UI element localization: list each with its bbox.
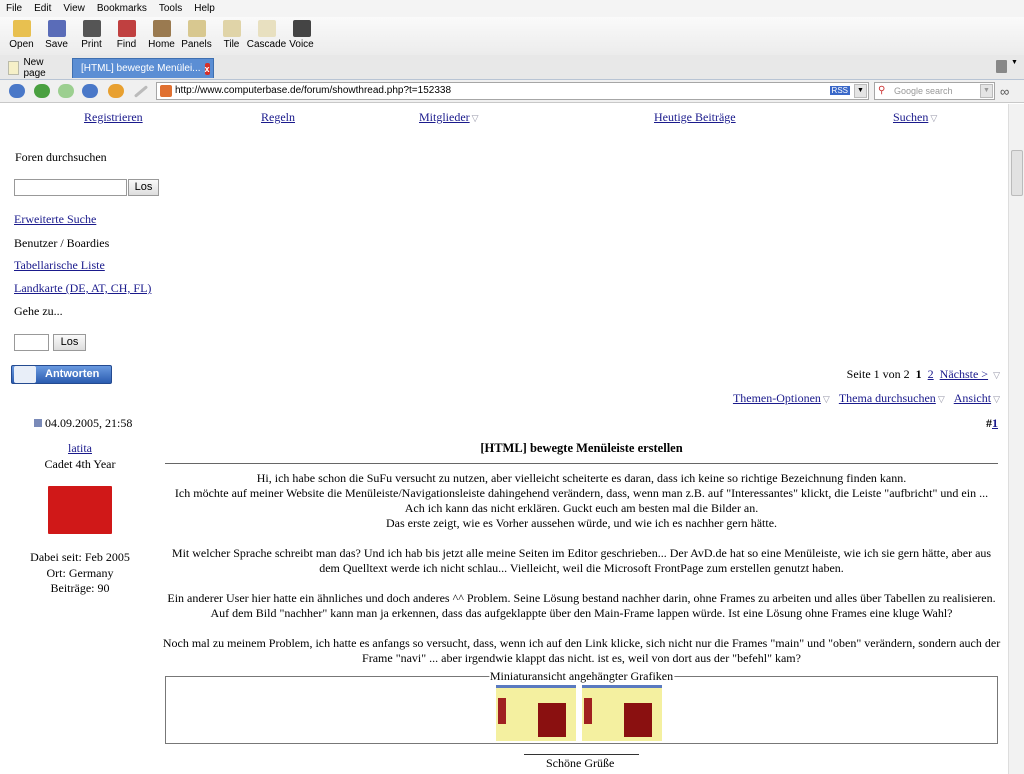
post-line: Auf dem Bild "nachher" kann man ja erkennen, dass das aufgeklappte über den Main-Frame lappen würde. Ist eine Lösung ohne Frames eine kluge Wahl?: [210, 606, 953, 620]
toolbar-voice-button[interactable]: [284, 17, 319, 55]
rewind-icon[interactable]: [9, 84, 25, 98]
post-date-text: 04.09.2005, 21:58: [45, 416, 133, 430]
goto-input[interactable]: [14, 334, 49, 351]
menu-file[interactable]: File: [6, 3, 23, 14]
next-page-link[interactable]: Nächste >: [939, 367, 989, 381]
menu-bookmarks[interactable]: Bookmarks: [96, 3, 147, 14]
nav-registrieren[interactable]: Registrieren: [84, 110, 143, 124]
thread-tools: [733, 391, 1000, 406]
url-input[interactable]: [156, 82, 869, 100]
glasses-icon[interactable]: ∞: [1000, 84, 1010, 99]
reply-button[interactable]: [11, 365, 112, 384]
panels-icon: [188, 20, 206, 37]
toolbar-open-button[interactable]: [4, 17, 39, 55]
forum-search-input[interactable]: [14, 179, 127, 196]
find-icon: [118, 20, 136, 37]
post-line: Ich möchte auf meiner Website die Menüleiste/Navigationsleiste dahingehend verändern, dass, wenn man z.B. auf "Interessantes" klickt, die Leiste "aufbricht" und ein ...: [174, 486, 989, 500]
nav-suchen[interactable]: Suchen: [893, 110, 929, 124]
edit-icon[interactable]: [134, 85, 148, 98]
forum-search-title: Foren durchsuchen: [15, 150, 107, 164]
tab-title: [HTML] bewegte Menülei...: [81, 63, 201, 74]
toolbar-label: Print: [81, 39, 102, 50]
reply-icon: [14, 366, 36, 383]
search-icon: ⚲: [878, 85, 886, 96]
post-line: Das erste zeigt, wie es Vorher aussehen würde, und wie ich es nachher gern hätte.: [385, 516, 778, 530]
user-location: Ort: Germany: [46, 565, 114, 580]
nav-regeln[interactable]: Regeln: [261, 110, 295, 124]
tab-bar: [0, 55, 1024, 80]
site-icon: [160, 85, 172, 97]
new-page-label: New page: [23, 57, 46, 79]
attachments-box: [165, 669, 998, 744]
page-label: Seite 1 von 2: [846, 367, 910, 381]
divider: [165, 463, 998, 464]
attachments-label: Miniaturansicht angehängter Grafiken: [489, 669, 674, 683]
search-input[interactable]: [874, 82, 995, 100]
toolbar-find-button[interactable]: [109, 17, 144, 55]
cascade-icon: [258, 20, 276, 37]
user-rank: Cadet 4th Year: [44, 456, 116, 471]
dropdown-arrow-icon[interactable]: ▽: [822, 394, 830, 404]
url-text: http://www.computerbase.de/forum/showthread.php?t=152338: [175, 85, 452, 96]
attachment-thumbnail-2[interactable]: [582, 685, 662, 741]
home-icon: [153, 20, 171, 37]
scrollbar-thumb[interactable]: [1011, 150, 1023, 196]
toolbar-label: Tile: [223, 39, 240, 50]
search-dropdown-icon[interactable]: ▼: [980, 84, 993, 98]
toolbar-label: Save: [45, 39, 68, 50]
post-body: [162, 471, 1001, 666]
toolbar-print-button[interactable]: [74, 17, 109, 55]
back-icon[interactable]: [34, 84, 50, 98]
main-toolbar: [0, 17, 1024, 55]
advanced-search-link[interactable]: Erweiterte Suche: [14, 212, 97, 226]
search-thread-link[interactable]: Thema durchsuchen: [838, 391, 936, 405]
dropdown-arrow-icon[interactable]: ▽: [937, 394, 945, 404]
user-joined: Dabei seit: Feb 2005: [30, 550, 130, 564]
post-line: Noch mal zu meinem Problem, ich hatte es anfangs so versucht, dass, wenn ich auf den Link klicke, sich nicht nur die Frames "main" und "oben" verändern, sondern auch der: [162, 636, 1001, 650]
user-info: [0, 441, 160, 597]
post-number-prefix: #: [986, 416, 992, 430]
toolbar-save-button[interactable]: [39, 17, 74, 55]
close-tab-icon[interactable]: x: [204, 63, 210, 74]
open-icon: [13, 20, 31, 37]
dropdown-arrow-icon[interactable]: ▽: [471, 113, 479, 123]
goto-button[interactable]: Los: [53, 334, 86, 351]
toolbar-label: Open: [9, 39, 34, 50]
menu-tools[interactable]: Tools: [158, 3, 183, 14]
post-line: Hi, ich habe schon die SuFu versucht zu nutzen, aber vielleicht scheiterte es daran, dass ich keine so richtige Bezeichnung finden kann.: [256, 471, 907, 485]
dropdown-arrow-icon[interactable]: ▽: [930, 113, 938, 123]
dropdown-arrow-icon[interactable]: ▽: [993, 394, 1000, 404]
menu-edit[interactable]: Edit: [34, 3, 52, 14]
post-title: [HTML] bewegte Menüleiste erstellen: [480, 441, 683, 455]
map-link[interactable]: Landkarte (DE, AT, CH, FL): [14, 281, 152, 295]
users-label: Benutzer / Boardies: [14, 236, 110, 250]
toolbar-tile-button[interactable]: [214, 17, 249, 55]
toolbar-label: Home: [148, 39, 175, 50]
toolbar-label: Panels: [181, 39, 212, 50]
dropdown-arrow-icon[interactable]: ▽: [993, 370, 1000, 380]
toolbar-panels-button[interactable]: [179, 17, 214, 55]
rss-badge[interactable]: RSS: [831, 86, 848, 95]
post-date: [34, 416, 132, 431]
post-icon: [34, 419, 42, 427]
post-number-link[interactable]: 1: [992, 416, 998, 430]
new-page-tab[interactable]: [4, 58, 70, 78]
page-2-link[interactable]: 2: [927, 367, 934, 381]
reload-icon[interactable]: [108, 84, 124, 98]
menu-help[interactable]: Help: [194, 3, 215, 14]
search-go-button[interactable]: Los: [128, 179, 159, 196]
thread-options-link[interactable]: Themen-Optionen: [732, 391, 821, 405]
toolbar-cascade-button[interactable]: [246, 17, 287, 55]
post-line: Frame "navi" ... aber irgendwie klappt das nicht. ist es, weil von dort aus der "befehl" kam?: [362, 651, 801, 665]
web-page: [0, 104, 1008, 774]
signature-divider: [524, 754, 639, 755]
nav-heutige-beitraege[interactable]: Heutige Beiträge: [654, 110, 736, 124]
menu-bar: [0, 0, 1024, 17]
view-link[interactable]: Ansicht: [953, 391, 992, 405]
url-dropdown-icon[interactable]: ▼: [854, 84, 867, 98]
attachment-thumbnail-1[interactable]: [496, 685, 576, 741]
tab-active[interactable]: [72, 58, 214, 78]
goto-label: Gehe zu...: [14, 304, 63, 318]
forward-icon[interactable]: [58, 84, 74, 98]
post-line: dem Quelltext werde ich nicht schlau... Vielleicht, weil die Microsoft FrontPage zum erstellen genutzt haben.: [319, 561, 844, 575]
pagination: [847, 367, 1000, 382]
table-list-link[interactable]: Tabellarische Liste: [14, 258, 105, 272]
post-number: [986, 416, 998, 431]
toolbar-label: Voice: [289, 39, 314, 50]
avatar: [48, 486, 112, 534]
menu-view[interactable]: View: [63, 3, 85, 14]
reply-label: Antworten: [45, 368, 100, 380]
toolbar-label: Cascade: [246, 39, 287, 50]
current-page: 1: [915, 367, 922, 381]
voice-icon: [293, 20, 311, 37]
trash-dropdown-icon[interactable]: ▼: [1011, 59, 1018, 66]
fast-forward-icon[interactable]: [82, 84, 98, 98]
address-bar: [0, 80, 1024, 103]
vertical-scrollbar[interactable]: [1008, 104, 1024, 774]
post-line: Ein anderer User hier hatte ein ähnliches und doch anderes ^^ Problem. Seine Lösung bestand nachher darin, ohne Frames zu arbeiten und alles über Tabellen zu realisieren.: [167, 591, 996, 605]
save-icon: [48, 20, 66, 37]
page-icon: [8, 61, 19, 75]
nav-mitglieder[interactable]: Mitglieder: [419, 110, 470, 124]
trash-icon[interactable]: [996, 60, 1007, 73]
tile-icon: [223, 20, 241, 37]
toolbar-label: Find: [116, 39, 137, 50]
user-posts: Beiträge: 90: [50, 581, 110, 595]
toolbar-home-button[interactable]: [144, 17, 179, 55]
search-placeholder: Google search: [894, 86, 953, 96]
post-line: Ach ich kann das nicht erklären. Guckt euch am besten mal die Bilder an.: [404, 501, 759, 515]
signature: Schöne Grüße: [546, 756, 615, 770]
username-link[interactable]: latita: [68, 441, 92, 455]
print-icon: [83, 20, 101, 37]
post-line: Mit welcher Sprache schreibt man das? Und ich hab bis jetzt alle meine Seiten im Editor geschrieben... Der AvD.de hat so eine Menüleiste, wie ich sie gern hätte, aber aus: [171, 546, 992, 560]
